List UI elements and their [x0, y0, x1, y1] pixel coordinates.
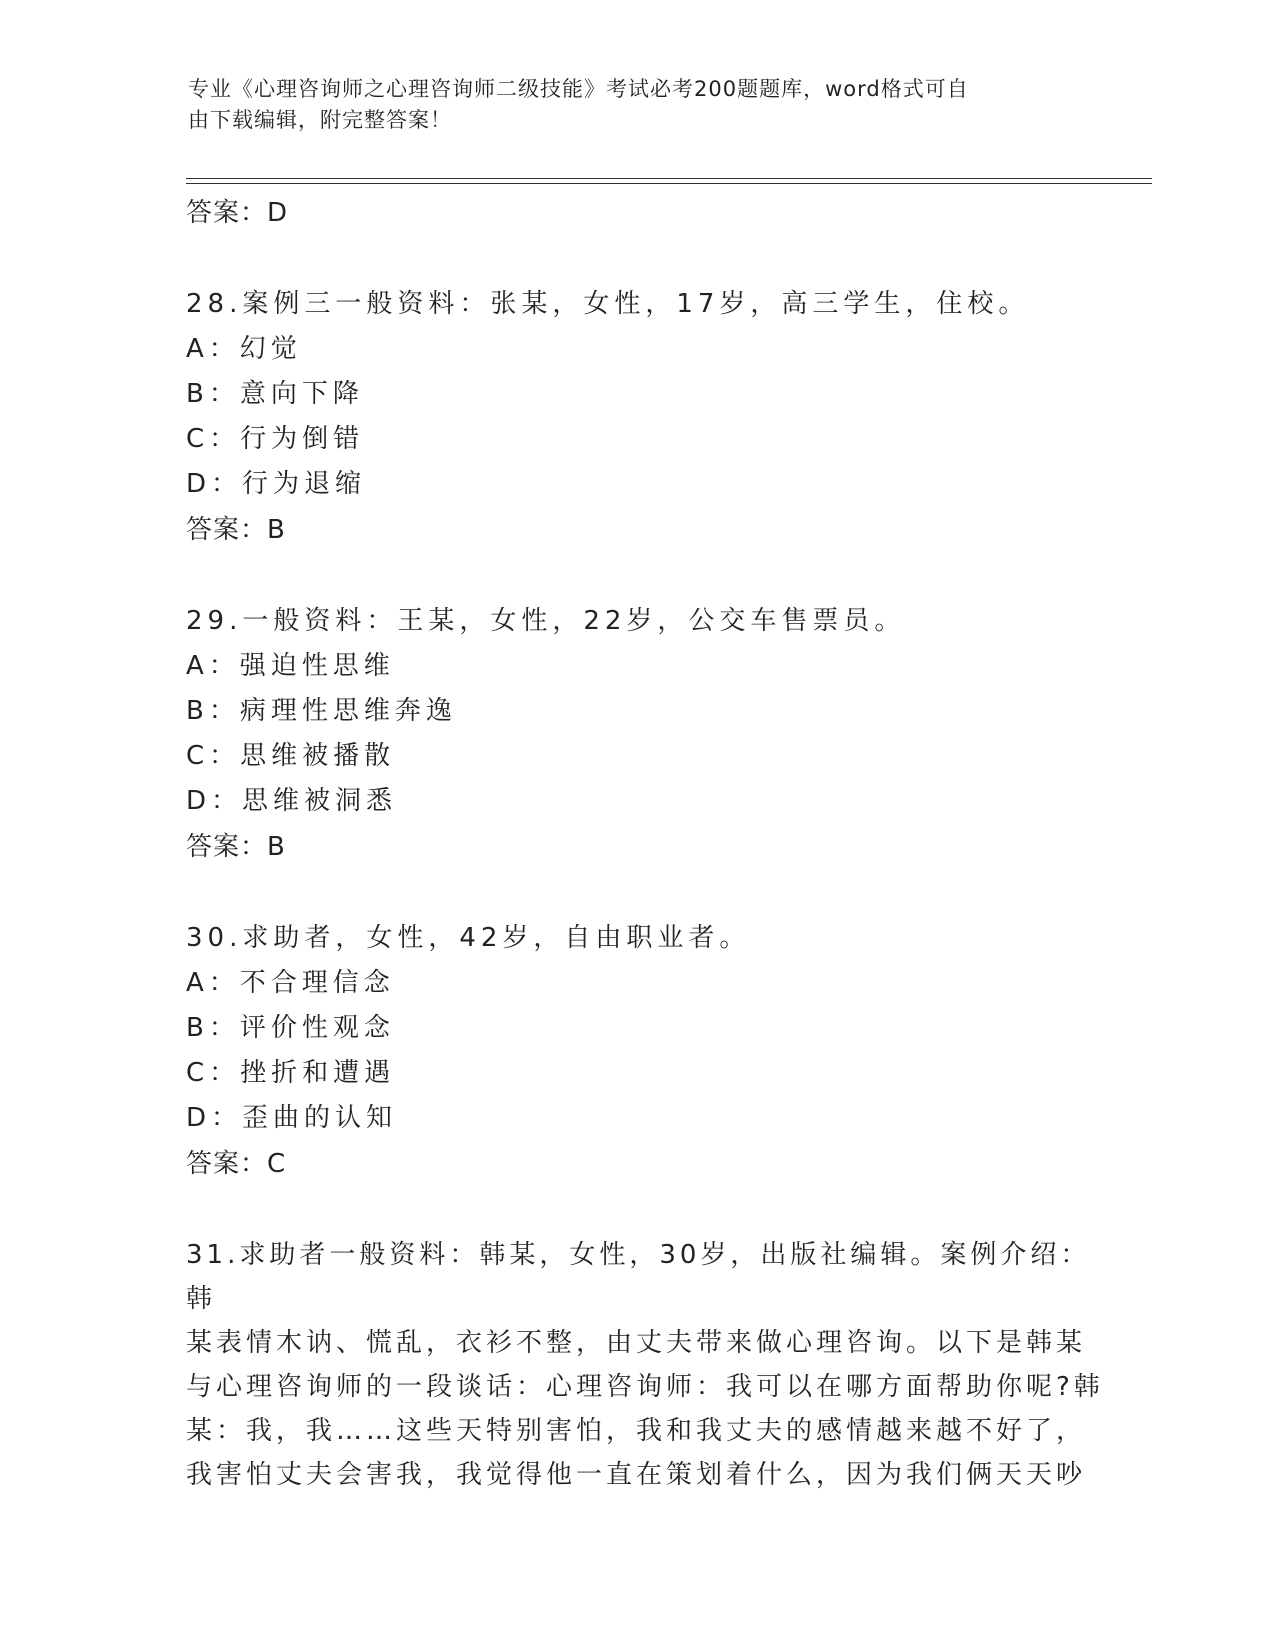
option-b: B：病理性思维奔逸 [186, 696, 457, 726]
header-divider-double [186, 183, 1152, 184]
answer-label: 答案：D [186, 198, 289, 228]
header-line-2: 由下载编辑，附完整答案！ [188, 108, 452, 132]
question-text-line: 与心理咨询师的一段谈话：心理咨询师：我可以在哪方面帮助你呢?韩 [186, 1372, 1104, 1402]
answer-label: 答案：B [186, 515, 286, 545]
question-30 [186, 916, 1106, 1187]
header-line-1: 专业《心理咨询师之心理咨询师二级技能》考试必考200题题库，word格式可自 [188, 77, 969, 101]
option-a: A：不合理信念 [186, 968, 395, 998]
question-list [186, 190, 1106, 1497]
question-text-line: 31.求助者一般资料：韩某，女性，30岁，出版社编辑。案例介绍：韩 [186, 1240, 1091, 1314]
document-header [188, 74, 1068, 136]
option-d: D：思维被洞悉 [186, 786, 398, 816]
question-text: 30.求助者，女性，42岁，自由职业者。 [186, 923, 751, 953]
answer-label: 答案：C [186, 1149, 287, 1179]
question-text-line: 我害怕丈夫会害我，我觉得他一直在策划着什么，因为我们俩天天吵 [186, 1460, 1087, 1490]
option-c: C：行为倒错 [186, 424, 365, 454]
question-text: 28.案例三一般资料：张某，女性，17岁，高三学生，住校。 [186, 289, 1030, 319]
option-a: A：幻觉 [186, 334, 302, 364]
option-d: D：歪曲的认知 [186, 1103, 398, 1133]
option-a: A：强迫性思维 [186, 651, 395, 681]
question-text-line: 某：我，我……这些天特别害怕，我和我丈夫的感情越来越不好了， [186, 1416, 1087, 1446]
question-31 [186, 1233, 1106, 1497]
option-b: B：评价性观念 [186, 1013, 395, 1043]
option-c: C：挫折和遭遇 [186, 1058, 396, 1088]
option-c: C：思维被播散 [186, 741, 396, 771]
question-29 [186, 599, 1106, 870]
option-d: D：行为退缩 [186, 469, 367, 499]
question-28 [186, 282, 1106, 553]
question-text: 29.一般资料：王某，女性，22岁，公交车售票员。 [186, 606, 906, 636]
header-divider [186, 178, 1152, 179]
answer-label: 答案：B [186, 832, 286, 862]
question-text-line: 某表情木讷、慌乱，衣衫不整，由丈夫带来做心理咨询。以下是韩某 [186, 1328, 1087, 1358]
option-b: B：意向下降 [186, 379, 364, 409]
